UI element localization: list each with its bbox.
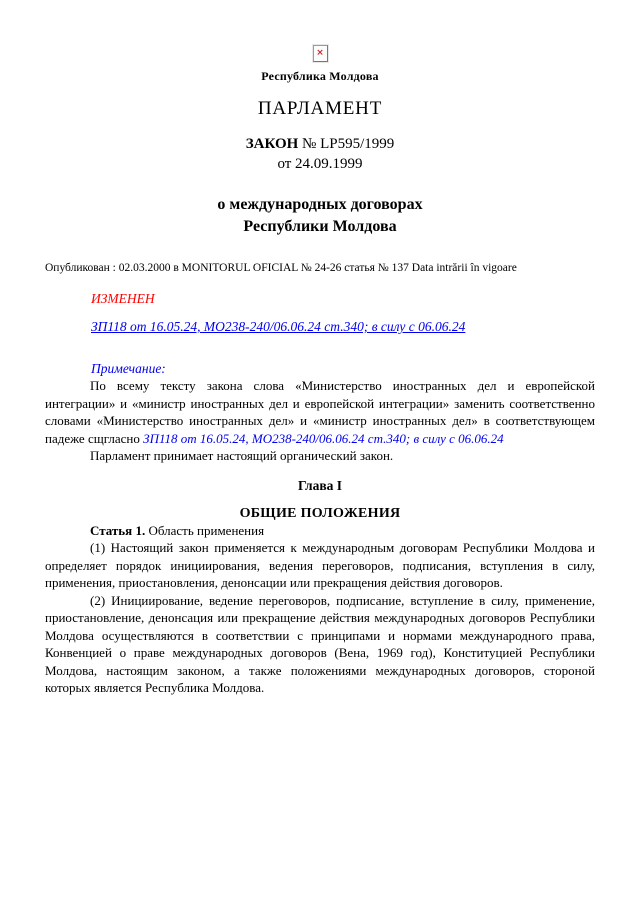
- broken-image-icon: [313, 45, 328, 62]
- law-date: от 24.09.1999: [277, 156, 363, 172]
- document-title: [45, 194, 595, 238]
- broken-image-row: [45, 44, 595, 62]
- chapter-heading: Глава I: [297, 477, 343, 493]
- document-title-line2: Республики Молдова: [243, 218, 397, 235]
- article-heading: [45, 522, 595, 540]
- article-label: Статья 1.: [90, 522, 146, 538]
- note-text: По всему тексту закона слова «Министерство иностранных дел и европейской интеграции» и «министр иностранных дел и европейской интеграции» заменить соответственно словами «Министерство иностранных дел» и «министр иностранных дел» в соответствующем падеже сщгласно: [45, 378, 595, 446]
- amendment-link-row: [91, 318, 595, 336]
- law-label: ЗАКОН: [245, 136, 299, 152]
- article-title: Область применения: [148, 522, 265, 538]
- note-amendment-link[interactable]: ЗП118 от 16.05.24, МО238-240/06.06.24 ст.340; в силу с 06.06.24: [143, 430, 504, 446]
- document-title-line1: о международных договорах: [217, 196, 423, 213]
- law-number-line: [45, 136, 595, 153]
- published-line: Опубликован : 02.03.2000 в MONITORUL OFICIAL № 24-26 статья № 137 Data intrării în vigoare: [45, 262, 517, 274]
- broken-image-x-glyph: ×: [316, 47, 324, 58]
- republic-heading: Республика Молдова: [261, 69, 379, 83]
- paragraph-2: (2) Инициирование, ведение переговоров, подписание, вступление в силу, применение, приостановление, денонсация или прекращение действия международных договоров Республики Молдова осуществляются в соответствии с принципами и нормами международного права, Конвенцией о праве международных договоров (Вена, 1969 год), Конституцией Республики Молдова, настоящим законом, а также положениями международных договоров, стороной которых является Республика Молдова.: [45, 592, 595, 695]
- preamble: Парламент принимает настоящий органический закон.: [90, 448, 394, 463]
- paragraph-1: (1) Настоящий закон применяется к международным договорам Республики Молдова и определяет порядок инициирования, ведения переговоров, подписания, вступления в силу, применения, приостановления, денонсации или прекращения действия договоров.: [45, 540, 595, 590]
- parliament-heading: ПАРЛАМЕНТ: [257, 98, 383, 119]
- note-paragraph: [45, 377, 595, 447]
- amendment-link[interactable]: ЗП118 от 16.05.24, МО238-240/06.06.24 ст.340; в силу с 06.06.24: [91, 319, 466, 334]
- amendment-status: ИЗМЕНЕН: [91, 291, 155, 306]
- law-number: № LP595/1999: [302, 136, 395, 152]
- chapter-title: ОБЩИЕ ПОЛОЖЕНИЯ: [239, 505, 401, 521]
- note-label: Примечание:: [91, 361, 166, 376]
